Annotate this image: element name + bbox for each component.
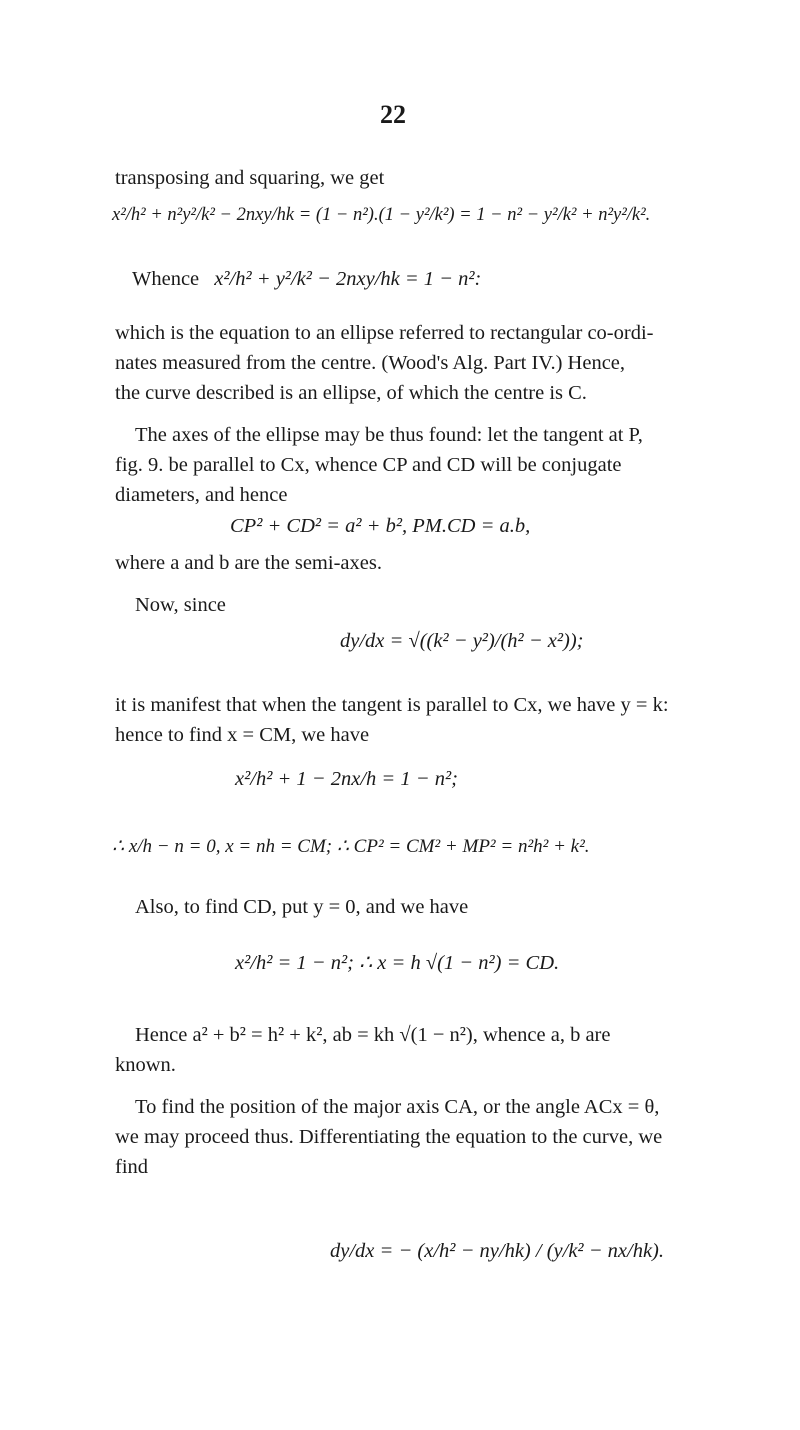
equation-transposed: x²/h² + n²y²/k² − 2nxy/hk = (1 − n²).(1 − y²/k²) = 1 − n² − y²/k² + n²y²/k².	[112, 205, 651, 225]
equation-final: dy/dx = − (x/h² − ny/hk) / (y/k² − nx/hk).	[330, 1240, 664, 1262]
paragraph-2-line-2: fig. 9. be parallel to Cx, whence CP and CD will be conjugate	[115, 454, 622, 476]
whence-equation: x²/h² + y²/k² − 2nxy/hk = 1 − n²:	[214, 268, 482, 290]
paragraph-1-line-2: nates measured from the centre. (Wood's Alg. Part IV.) Hence,	[115, 352, 626, 374]
equation-cd: x²/h² = 1 − n²; ∴ x = h √(1 − n²) = CD.	[235, 952, 560, 974]
equation-therefore: ∴ x/h − n = 0, x = nh = CM; ∴ CP² = CM² + MP² = n²h² + k².	[112, 836, 590, 857]
paragraph-2-line-4: where a and b are the semi-axes.	[115, 552, 382, 574]
now-since-line: Now, since	[135, 594, 226, 616]
paragraph-5-line-1: Hence a² + b² = h² + k², ab = kh √(1 − n²), whence a, b are	[135, 1024, 611, 1046]
paragraph-3-line-1: it is manifest that when the tangent is parallel to Cx, we have y = k:	[115, 694, 669, 716]
paragraph-6-line-1: To find the position of the major axis CA, or the angle ACx = θ,	[135, 1096, 660, 1118]
whence-line	[132, 268, 692, 291]
paragraph-1-line-1: which is the equation to an ellipse referred to rectangular co-ordi-	[115, 322, 654, 344]
equation-cm: x²/h² + 1 − 2nx/h = 1 − n²;	[235, 768, 458, 790]
paragraph-6-line-3: find	[115, 1156, 149, 1178]
paragraph-5-line-2: known.	[115, 1054, 176, 1076]
paragraph-4-line-1: Also, to find CD, put y = 0, and we have	[135, 896, 469, 918]
paragraph-2-line-3: diameters, and hence	[115, 484, 288, 506]
equation-dydx: dy/dx = √((k² − y²)/(h² − x²));	[340, 630, 584, 652]
page-number: 22	[380, 100, 406, 129]
paragraph-3-line-2: hence to find x = CM, we have	[115, 724, 370, 746]
paragraph-1-line-3: the curve described is an ellipse, of which the centre is C.	[115, 382, 587, 404]
intro-line: transposing and squaring, we get	[115, 167, 385, 189]
paragraph-6-line-2: we may proceed thus. Differentiating the equation to the curve, we	[115, 1126, 663, 1148]
equation-conjugate: CP² + CD² = a² + b², PM.CD = a.b,	[230, 515, 531, 537]
paragraph-2-line-1: The axes of the ellipse may be thus found: let the tangent at P,	[135, 424, 643, 446]
whence-label: Whence	[132, 268, 200, 290]
